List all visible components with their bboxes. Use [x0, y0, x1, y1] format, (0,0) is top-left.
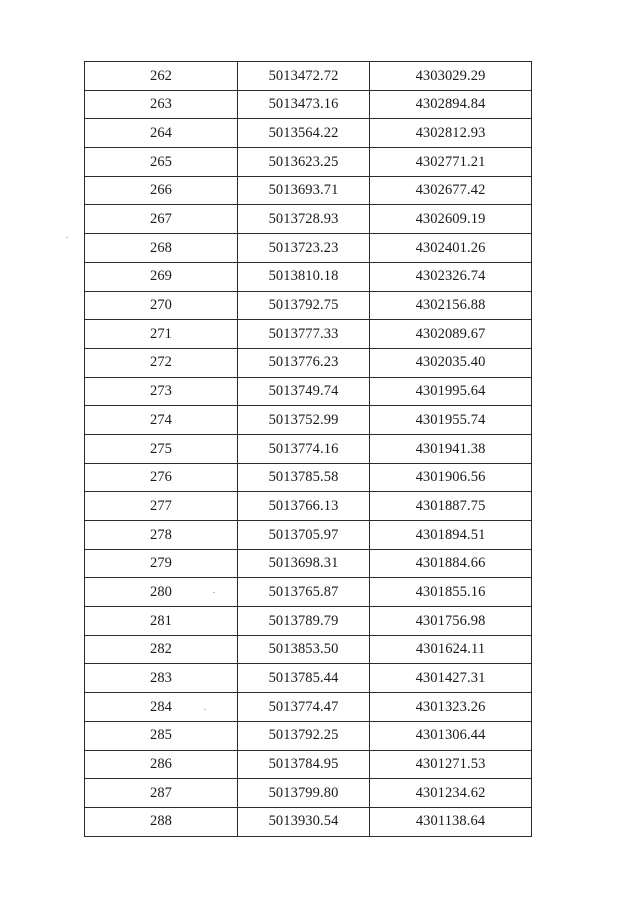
- table-row: [85, 635, 532, 664]
- x-coordinate-cell: 5013698.31: [238, 549, 370, 578]
- y-coordinate-cell: 4302894.84: [370, 90, 532, 119]
- table-row: [85, 549, 532, 578]
- y-coordinate-cell: 4303029.29: [370, 62, 532, 91]
- point-number-cell: 287: [85, 779, 238, 808]
- table-row: [85, 234, 532, 263]
- x-coordinate-cell: 5013774.47: [238, 693, 370, 722]
- x-coordinate-cell: 5013564.22: [238, 119, 370, 148]
- x-coordinate-cell: 5013472.72: [238, 62, 370, 91]
- table-row: [85, 492, 532, 521]
- y-coordinate-cell: 4302401.26: [370, 234, 532, 263]
- y-coordinate-cell: 4301234.62: [370, 779, 532, 808]
- point-number-cell: 275: [85, 434, 238, 463]
- x-coordinate-cell: 5013789.79: [238, 607, 370, 636]
- point-number-cell: 288: [85, 807, 238, 836]
- coordinates-table-body: [85, 62, 532, 837]
- y-coordinate-cell: 4301941.38: [370, 434, 532, 463]
- x-coordinate-cell: 5013693.71: [238, 176, 370, 205]
- x-coordinate-cell: 5013930.54: [238, 807, 370, 836]
- table-row: [85, 291, 532, 320]
- x-coordinate-cell: 5013792.25: [238, 721, 370, 750]
- point-number-cell: 281: [85, 607, 238, 636]
- point-number-cell: 284: [85, 693, 238, 722]
- x-coordinate-cell: 5013784.95: [238, 750, 370, 779]
- x-coordinate-cell: 5013752.99: [238, 406, 370, 435]
- x-coordinate-cell: 5013623.25: [238, 148, 370, 177]
- point-number-cell: 278: [85, 521, 238, 550]
- y-coordinate-cell: 4301138.64: [370, 807, 532, 836]
- table-row: [85, 148, 532, 177]
- point-number-cell: 276: [85, 463, 238, 492]
- y-coordinate-cell: 4302156.88: [370, 291, 532, 320]
- y-coordinate-cell: 4302089.67: [370, 320, 532, 349]
- x-coordinate-cell: 5013774.16: [238, 434, 370, 463]
- y-coordinate-cell: 4301955.74: [370, 406, 532, 435]
- table-row: [85, 721, 532, 750]
- table-row: [85, 90, 532, 119]
- x-coordinate-cell: 5013810.18: [238, 262, 370, 291]
- table-row: [85, 664, 532, 693]
- y-coordinate-cell: 4302326.74: [370, 262, 532, 291]
- y-coordinate-cell: 4302812.93: [370, 119, 532, 148]
- y-coordinate-cell: 4301306.44: [370, 721, 532, 750]
- x-coordinate-cell: 5013785.44: [238, 664, 370, 693]
- x-coordinate-cell: 5013799.80: [238, 779, 370, 808]
- x-coordinate-cell: 5013749.74: [238, 377, 370, 406]
- table-row: [85, 693, 532, 722]
- y-coordinate-cell: 4301995.64: [370, 377, 532, 406]
- x-coordinate-cell: 5013723.23: [238, 234, 370, 263]
- table-row: [85, 578, 532, 607]
- y-coordinate-cell: 4301271.53: [370, 750, 532, 779]
- table-row: [85, 750, 532, 779]
- point-number-cell: 266: [85, 176, 238, 205]
- table-row: [85, 463, 532, 492]
- point-number-cell: 272: [85, 348, 238, 377]
- x-coordinate-cell: 5013785.58: [238, 463, 370, 492]
- coordinates-table: [84, 61, 532, 837]
- y-coordinate-cell: 4301894.51: [370, 521, 532, 550]
- point-number-cell: 268: [85, 234, 238, 263]
- table-row: [85, 779, 532, 808]
- point-number-cell: 286: [85, 750, 238, 779]
- x-coordinate-cell: 5013473.16: [238, 90, 370, 119]
- point-number-cell: 270: [85, 291, 238, 320]
- x-coordinate-cell: 5013776.23: [238, 348, 370, 377]
- table-row: [85, 176, 532, 205]
- point-number-cell: 269: [85, 262, 238, 291]
- table-row: [85, 521, 532, 550]
- x-coordinate-cell: 5013766.13: [238, 492, 370, 521]
- point-number-cell: 262: [85, 62, 238, 91]
- table-row: [85, 205, 532, 234]
- point-number-cell: 265: [85, 148, 238, 177]
- point-number-cell: 279: [85, 549, 238, 578]
- y-coordinate-cell: 4302035.40: [370, 348, 532, 377]
- table-row: [85, 607, 532, 636]
- y-coordinate-cell: 4301323.26: [370, 693, 532, 722]
- point-number-cell: 273: [85, 377, 238, 406]
- point-number-cell: 285: [85, 721, 238, 750]
- table-row: [85, 348, 532, 377]
- y-coordinate-cell: 4301855.16: [370, 578, 532, 607]
- table-row: [85, 807, 532, 836]
- point-number-cell: 280: [85, 578, 238, 607]
- y-coordinate-cell: 4302609.19: [370, 205, 532, 234]
- y-coordinate-cell: 4302677.42: [370, 176, 532, 205]
- y-coordinate-cell: 4301756.98: [370, 607, 532, 636]
- point-number-cell: 283: [85, 664, 238, 693]
- y-coordinate-cell: 4301887.75: [370, 492, 532, 521]
- point-number-cell: 267: [85, 205, 238, 234]
- point-number-cell: 277: [85, 492, 238, 521]
- table-row: [85, 406, 532, 435]
- x-coordinate-cell: 5013705.97: [238, 521, 370, 550]
- table-row: [85, 377, 532, 406]
- point-number-cell: 264: [85, 119, 238, 148]
- y-coordinate-cell: 4301427.31: [370, 664, 532, 693]
- x-coordinate-cell: 5013853.50: [238, 635, 370, 664]
- table-row: [85, 434, 532, 463]
- table-row: [85, 119, 532, 148]
- x-coordinate-cell: 5013792.75: [238, 291, 370, 320]
- x-coordinate-cell: 5013765.87: [238, 578, 370, 607]
- point-number-cell: 282: [85, 635, 238, 664]
- table-row: [85, 262, 532, 291]
- y-coordinate-cell: 4301624.11: [370, 635, 532, 664]
- y-coordinate-cell: 4302771.21: [370, 148, 532, 177]
- y-coordinate-cell: 4301884.66: [370, 549, 532, 578]
- point-number-cell: 271: [85, 320, 238, 349]
- scan-speck: [66, 237, 68, 238]
- point-number-cell: 263: [85, 90, 238, 119]
- point-number-cell: 274: [85, 406, 238, 435]
- table-row: [85, 320, 532, 349]
- table-row: [85, 62, 532, 91]
- y-coordinate-cell: 4301906.56: [370, 463, 532, 492]
- x-coordinate-cell: 5013728.93: [238, 205, 370, 234]
- x-coordinate-cell: 5013777.33: [238, 320, 370, 349]
